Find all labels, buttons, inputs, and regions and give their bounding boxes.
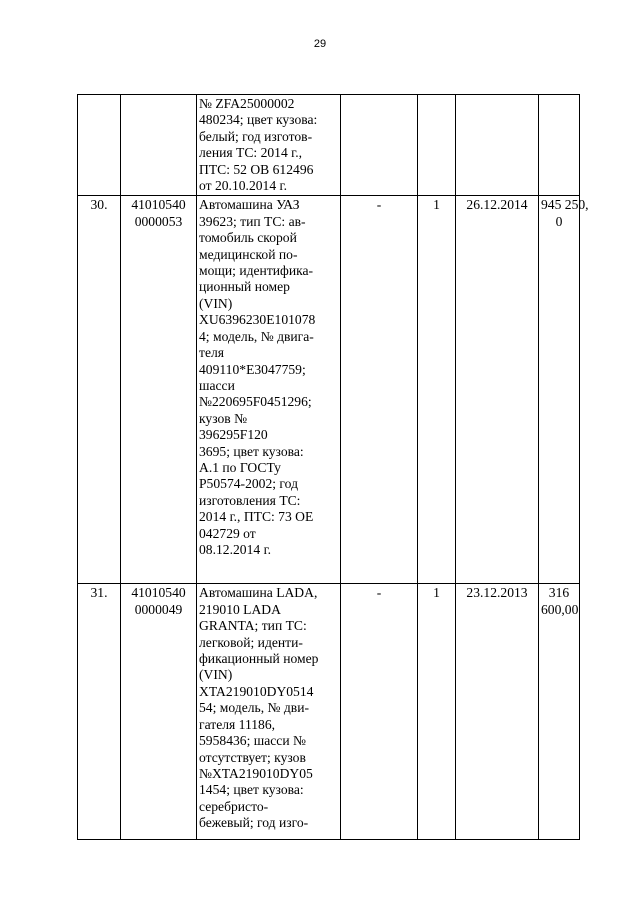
empty-field-cell: - — [341, 584, 418, 840]
description-cell-line: XTA219010DY0514 — [199, 683, 314, 699]
description-cell-line: А.1 по ГОСТу — [199, 459, 281, 475]
date-cell: 26.12.2014 — [456, 196, 539, 584]
description-cell-line: ционный номер — [199, 279, 290, 295]
description-cell-line: мощи; идентифика- — [199, 263, 314, 279]
empty-field-cell: - — [341, 196, 418, 584]
description-cell-line: №XTA219010DY05 — [199, 765, 313, 781]
amount-cell-line: 945 250, — [541, 197, 589, 213]
quantity-cell: 1 — [418, 584, 456, 840]
description-cell-line: 396295F120 — [199, 427, 268, 443]
description-cell-line: GRANTA; тип ТС: — [199, 618, 307, 634]
description-cell-line: медицинской по- — [199, 246, 298, 262]
amount-cell-line: 600,00 — [541, 601, 579, 617]
date-cell: 23.12.2013 — [456, 584, 539, 840]
description-cell-line: томобиль скорой — [199, 230, 297, 246]
description-cell-line: № ZFA25000002 — [199, 96, 295, 111]
quantity-cell — [418, 95, 456, 196]
description-cell-line: 3695; цвет кузова: — [199, 443, 304, 459]
description-cell-line: от 20.10.2014 г. — [199, 178, 287, 194]
description-cell-line: Р50574-2002; год — [199, 476, 298, 492]
description-cell — [197, 584, 341, 840]
description-cell-line: гателя 11186, — [199, 716, 276, 732]
empty-field-cell — [341, 95, 418, 196]
description-cell-line: 39623; тип ТС: ав- — [199, 213, 306, 229]
description-cell-line: (VIN) — [199, 295, 233, 311]
amount-cell — [539, 95, 580, 196]
description-cell — [197, 196, 341, 584]
description-cell-line: №220695F0451296; — [199, 394, 312, 410]
amount-cell — [539, 584, 580, 840]
description-cell-line: бежевый; год изго- — [199, 815, 309, 831]
description-cell-line: 2014 г., ПТС: 73 ОЕ — [199, 509, 314, 525]
description-cell-line: 08.12.2014 г. — [199, 541, 272, 557]
description-cell-line: изготовления ТС: — [199, 492, 301, 508]
inventory-code-cell-line: 41010540 — [131, 585, 186, 601]
inventory-code-cell-line: 41010540 — [131, 197, 186, 213]
inventory-code-cell — [121, 196, 197, 584]
asset-registry-table — [77, 94, 589, 840]
amount-cell-line: 316 — [548, 585, 570, 601]
description-cell-line: фикационный номер — [199, 651, 319, 667]
inventory-code-cell — [121, 584, 197, 840]
inventory-code-cell — [121, 95, 197, 196]
description-cell-line: 4; модель, № двига- — [199, 328, 314, 344]
description-cell-line: теля — [199, 345, 225, 361]
description-cell-line: 409110*E3047759; — [199, 361, 306, 377]
description-cell-line: Автомашина УАЗ — [199, 197, 300, 213]
row-number-cell: 30. — [78, 196, 121, 584]
page-number: 29 — [313, 38, 327, 50]
inventory-code-cell-line: 0000053 — [134, 213, 183, 229]
description-cell-line: кузов № — [199, 410, 248, 426]
date-cell — [456, 95, 539, 196]
table-row — [78, 95, 580, 196]
table-row — [78, 584, 580, 840]
description-cell-line: 219010 LADA — [199, 601, 281, 617]
description-cell-line: ПТС: 52 ОВ 612496 — [199, 161, 314, 177]
description-cell-line: ления ТС: 2014 г., — [199, 145, 302, 161]
description-cell-line: 480234; цвет кузова: — [199, 112, 318, 128]
row-number-cell: 31. — [78, 584, 121, 840]
row-number-cell — [78, 95, 121, 196]
description-cell-line: Автомашина LADA, — [199, 585, 318, 601]
description-cell-line: шасси — [199, 377, 235, 393]
description-cell-line: 042729 от — [199, 525, 256, 541]
quantity-cell: 1 — [418, 196, 456, 584]
description-cell-line: белый; год изготов- — [199, 128, 313, 144]
description-cell-line: 54; модель, № дви- — [199, 700, 310, 716]
description-cell-line: легковой; иденти- — [199, 634, 303, 650]
description-cell-line: XU6396230E101078 — [199, 312, 316, 328]
description-cell-line: 1454; цвет кузова: — [199, 782, 304, 798]
description-cell — [197, 95, 341, 196]
amount-cell — [539, 196, 589, 584]
inventory-code-cell-line: 0000049 — [134, 601, 183, 617]
description-cell-line: отсутствует; кузов — [199, 749, 306, 765]
table-row — [78, 196, 580, 584]
amount-cell-line: 0 — [555, 213, 563, 229]
description-cell-line: (VIN) — [199, 667, 233, 683]
description-cell-line: серебристо- — [199, 798, 269, 814]
description-cell-line: 5958436; шасси № — [199, 733, 306, 749]
